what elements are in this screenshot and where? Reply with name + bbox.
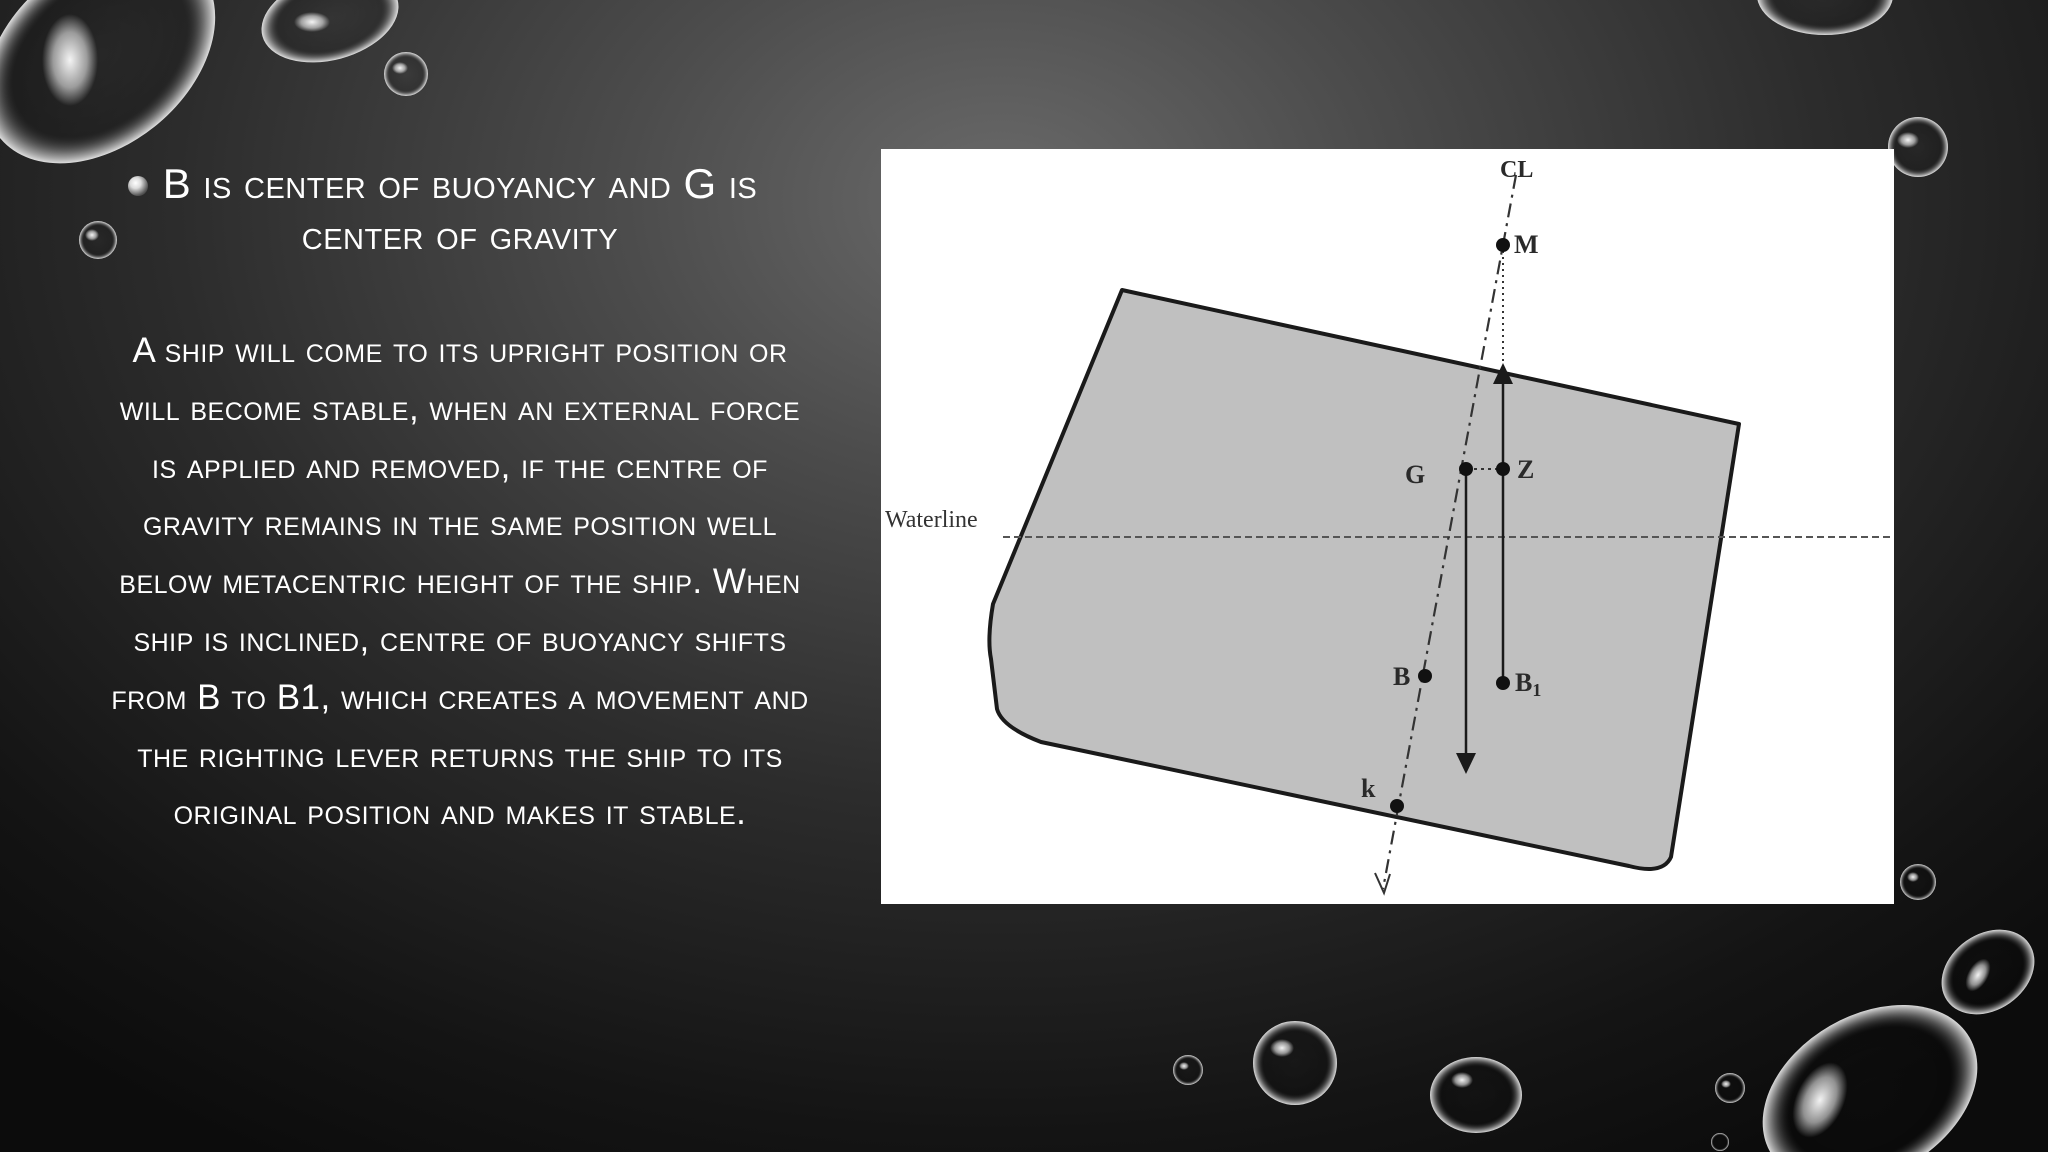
z-label: Z [1517,455,1535,484]
waterline-label: Waterline [885,507,978,533]
z-point [1496,462,1510,476]
centerline-label: CL [1500,157,1534,183]
buoyancy-label: B [1393,662,1411,691]
bubble [1715,1073,1745,1103]
shifted-buoyancy-point [1496,676,1510,690]
bubble [384,52,428,96]
slide-title: B is center of buoyancy and G is center of gravity [162,160,758,258]
slide-body-text: A ship will come to its upright position or will become stable, when an external force is applied and removed, if the centre of gravity remains in the same position well below metacentric height of the ship. When ship is inclined, centre of buoyancy shifts from B to B1, which creates a movement and the righting lever returns the ship to its original position and makes it stable. [111,331,809,833]
centerline-arrow-icon [1375,873,1390,893]
gravity-label: G [1405,460,1426,489]
bubble [1757,0,1893,35]
keel-label: k [1361,774,1376,803]
bubble [1253,1021,1337,1105]
shifted-buoyancy-label: B1 [1515,668,1542,700]
gravity-point [1459,462,1473,476]
bubble [1888,117,1948,177]
metacenter-point [1496,238,1510,252]
bubble [1900,864,1936,900]
bubble [252,0,409,77]
metacenter-label: M [1514,230,1539,259]
buoyancy-point [1418,669,1432,683]
keel-point [1390,799,1404,813]
bubble [1711,1133,1729,1151]
ship-stability-diagram [881,149,1894,904]
bubble [1173,1055,1203,1085]
bubble [1430,1057,1522,1133]
